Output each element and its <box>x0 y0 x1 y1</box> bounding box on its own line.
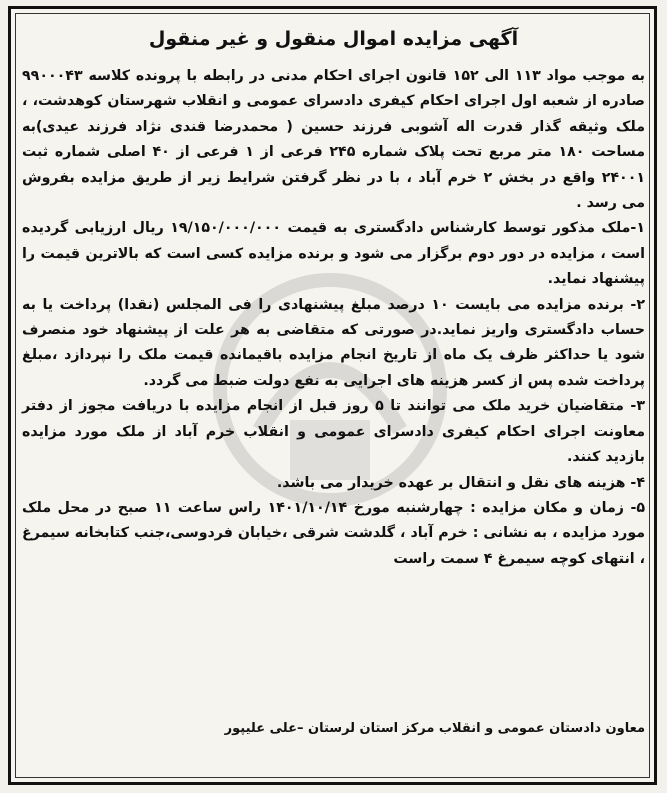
notice-title: آگهی مزایده اموال منقول و غیر منقول <box>148 28 519 50</box>
notice-item-3: ۳- متقاضیان خرید ملک می توانند تا ۵ روز قبل از انجام مزایده با دریافت مجوز از دفتر معاونت اجرای احکام کیفری دادسرای عمومی و انقلاب خرم آباد از ملک مورد مزایده بازدید کنند. <box>22 398 645 466</box>
notice-item-5: ۵- زمان و مکان مزایده : چهارشنبه مورخ ۱۴۰۱/۱۰/۱۴ راس ساعت ۱۱ صبح در محل ملک مورد مزایده ، به نشانی : خرم آباد ، گلدشت شرقی ،خیابان فردوسی،جنب کتابخانه سیمرغ ، انتهای کوچه سیمرغ ۴ سمت راست <box>22 499 646 567</box>
notice-item-1: ۱-ملک مذکور توسط کارشناس دادگستری به قیمت ۱۹/۱۵۰/۰۰۰/۰۰۰ ریال ارزیابی گردیده است ، مزایده در دور دوم برگزار می شود و برنده مزایده کسی است که بالاترین قیمت را پیشنهاد نماید. <box>22 220 645 288</box>
notice-item-4: ۴- هزینه های نقل و انتقال بر عهده خریدار می باشد. <box>276 474 645 491</box>
notice-item-2: ۲- برنده مزایده می بایست ۱۰ درصد مبلغ پیشنهادی را فی المجلس (نقدا) پرداخت یا به حساب دادگستری واریز نماید.در صورتی که متقاضی به هر علت از پیشنهاد خود منصرف شود یا حداکثر ظرف یک ماه از تاریخ انجام مزایده باقیمانده قیمت ملک را نپردازد ،مبلغ پرداخت شده پس از کسر هزینه های اجرایی به نفع دولت ضبط می گردد. <box>22 296 645 389</box>
notice-signature: معاون دادستان عمومی و انقلاب مرکز استان لرستان –علی علیپور <box>224 721 645 736</box>
notice-body <box>22 64 645 572</box>
notice-intro-paragraph: به موجب مواد ۱۱۳ الی ۱۵۲ قانون اجرای احکام مدنی در رابطه با پرونده کلاسه ۹۹۰۰۰۴۳ صادره از شعبه اول اجرای احکام کیفری دادسرای عمومی و انقلاب شهرستان کوهدشت، ، ملک وثیقه گذار قدرت اله آشوبی فرزند حسین ( محمدرضا قندی نژاد فرزند عیدی)به مساحت ۱۸۰ متر مربع تحت پلاک شماره ۲۴۵ فرعی از ۱ فرعی از ۴۰ اصلی شماره ثبت ۲۴۰۰۱ واقع در بخش ۲ خرم آباد ، با در نظر گرفتن شرایط زیر از طریق مزایده بفروش می رسد . <box>22 68 646 212</box>
